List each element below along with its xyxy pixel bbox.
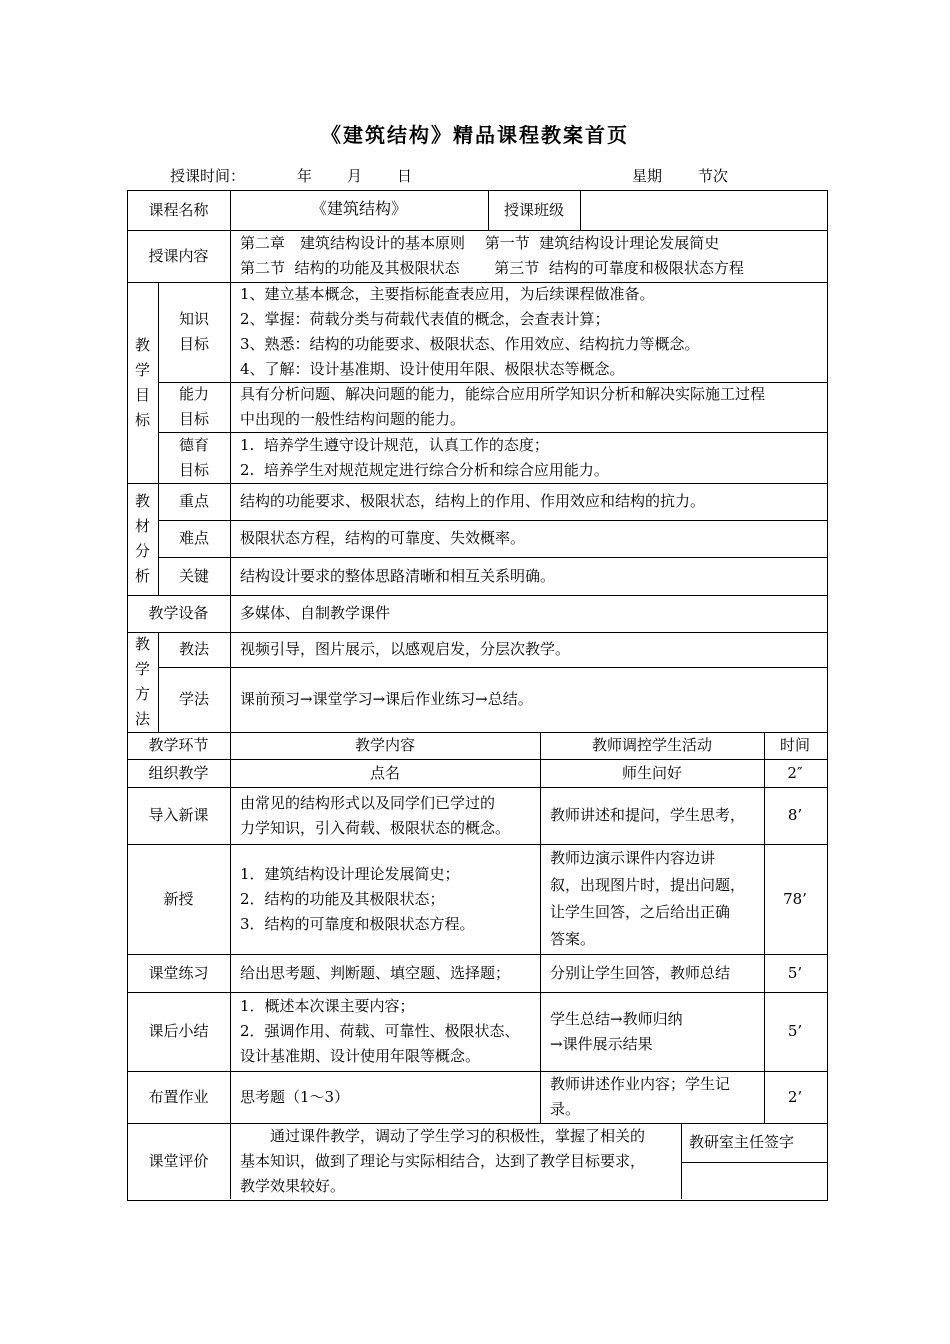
ability-line: 具有分析问题、解决问题的能力，能综合应用所学知识分析和解决实际施工过程 — [240, 385, 766, 403]
organize-time: 2″ — [787, 763, 803, 782]
organize-stage: 组织教学 — [148, 763, 209, 782]
intro-activity: 教师讲述和提问，学生思考， — [550, 806, 746, 824]
crux-label: 关键 — [178, 566, 209, 585]
homework-activity-line: 教师讲述作业内容；学生记 — [550, 1075, 731, 1093]
process-header-activity: 教师调控学生活动 — [591, 736, 712, 754]
summary-activity-line: →课件展示结果 — [550, 1034, 653, 1053]
moral-item: 1. 培养学生遵守设计规范，认真工作的态度； — [240, 435, 549, 454]
summary-content-line: 1．概述本次课主要内容； — [240, 997, 415, 1015]
knowledge-item: 1、建立基本概念，主要指标能查表应用，为后续课程做准备。 — [240, 285, 655, 303]
summary-time: 5’ — [787, 1022, 803, 1040]
summary-activity — [540, 992, 764, 1071]
process-header-content: 教学内容 — [354, 736, 415, 754]
time-label: 授课时间： — [170, 167, 246, 185]
methods-group-label: 教学方法 — [134, 635, 150, 728]
new-lesson-activity-line: 叙，出现图片时，提出问题， — [550, 876, 746, 894]
signature-field[interactable] — [681, 1162, 826, 1199]
new-lesson-content-line: 3．结构的可靠度和极限状态方程。 — [240, 914, 475, 933]
day-label: 日 — [397, 167, 413, 185]
new-lesson-activity-line: 答案。 — [550, 930, 596, 948]
objectives-group-label: 教学目标 — [134, 335, 150, 429]
content-line: 第二章 建筑结构设计的基本原则 第一节 建筑结构设计理论发展简史 — [240, 234, 720, 252]
class-value — [580, 190, 826, 230]
new-lesson-content — [230, 844, 540, 954]
learning-method-label: 学法 — [178, 690, 209, 708]
key-point-value: 结构的功能要求、极限状态，结构上的作用、作用效应和结构的抗力。 — [240, 492, 706, 510]
process-header-stage: 教学环节 — [148, 736, 209, 754]
evaluation-value — [230, 1123, 681, 1199]
ability-value — [230, 382, 826, 432]
knowledge-label: 知识目标 — [178, 310, 209, 353]
homework-stage: 布置作业 — [148, 1087, 209, 1106]
intro-content-line: 力学知识，引入荷载、极限状态的概念。 — [240, 818, 511, 837]
homework-content: 思考题（1～3） — [240, 1087, 350, 1106]
summary-stage: 课后小结 — [148, 1022, 209, 1040]
difficult-point-value: 极限状态方程，结构的可靠度、失效概率。 — [240, 529, 526, 547]
year-label: 年 — [297, 167, 313, 185]
homework-activity — [540, 1071, 764, 1123]
new-lesson-activity-line: 教师边演示课件内容边讲 — [550, 849, 716, 867]
practice-time: 5’ — [787, 963, 803, 982]
moral-value — [230, 432, 826, 483]
new-lesson-activity — [540, 844, 764, 954]
difficult-point-label: 难点 — [178, 529, 209, 547]
new-lesson-content-line: 2．结构的功能及其极限状态； — [240, 889, 445, 908]
homework-activity-line: 录。 — [550, 1100, 581, 1118]
intro-content-line: 由常见的结构形式以及同学们已学过的 — [240, 793, 496, 812]
teaching-method-value: 视频引导，图片展示，以感观启发，分层次教学。 — [240, 640, 571, 658]
summary-activity-line: 学生总结→教师归纳 — [550, 1009, 683, 1028]
practice-activity: 分别让学生回答，教师总结 — [550, 963, 731, 982]
evaluation-line: 通过课件教学，调动了学生学习的积极性，掌握了相关的 — [270, 1126, 646, 1145]
page-title: 《建筑结构》精品课程教案首页 — [321, 123, 629, 147]
process-header-time: 时间 — [779, 736, 810, 754]
organize-content: 点名 — [369, 763, 400, 782]
homework-time: 2’ — [787, 1087, 803, 1106]
practice-content: 给出思考题、判断题、填空题、选择题； — [240, 963, 511, 982]
summary-content-line: 设计基准期、设计使用年限等概念。 — [240, 1047, 481, 1065]
knowledge-item: 3、熟悉：结构的功能要求、极限状态、作用效应、结构抗力等概念。 — [240, 335, 700, 353]
course-name-label: 课程名称 — [148, 200, 209, 219]
practice-stage: 课堂练习 — [148, 963, 209, 982]
learning-method-value: 课前预习→课堂学习→课后作业练习→总结。 — [240, 690, 533, 708]
new-lesson-content-line: 1．建筑结构设计理论发展简史； — [240, 864, 460, 883]
knowledge-item: 2、掌握：荷载分类与荷载代表值的概念，会查表计算； — [240, 310, 610, 328]
month-label: 月 — [347, 167, 363, 185]
moral-label: 德育目标 — [178, 435, 209, 479]
new-lesson-activity-line: 让学生回答，之后给出正确 — [550, 903, 731, 921]
equipment-value: 多媒体、自制教学课件 — [240, 604, 391, 622]
new-lesson-stage: 新授 — [163, 889, 194, 908]
summary-content-line: 2．强调作用、荷载、可靠性、极限状态、 — [240, 1022, 520, 1040]
moral-item: 2. 培养学生对规范规定进行综合分析和综合应用能力。 — [240, 460, 609, 479]
intro-stage: 导入新课 — [148, 806, 209, 824]
knowledge-item: 4、了解：设计基准期、设计使用年限、极限状态等概念。 — [240, 360, 625, 378]
organize-activity: 师生问好 — [621, 763, 682, 782]
new-lesson-time: 78’ — [783, 889, 807, 908]
crux-value: 结构设计要求的整体思路清晰和相互关系明确。 — [240, 566, 556, 585]
ability-label: 能力目标 — [178, 385, 209, 428]
equipment-label: 教学设备 — [148, 604, 209, 622]
intro-time: 8’ — [787, 806, 803, 824]
intro-content — [230, 787, 540, 844]
evaluation-label: 课堂评价 — [148, 1151, 209, 1170]
content-label: 授课内容 — [148, 246, 209, 265]
content-value — [230, 230, 826, 282]
period-label: 节次 — [698, 167, 729, 185]
content-line: 第二节 结构的功能及其极限状态 第三节 结构的可靠度和极限状态方程 — [240, 259, 744, 277]
signature-label: 教研室主任签字 — [689, 1133, 795, 1151]
weekday-label: 星期 — [632, 167, 663, 185]
summary-content — [230, 992, 540, 1071]
analysis-group-label: 教材分析 — [134, 492, 150, 585]
evaluation-line: 基本知识，做到了理论与实际相结合，达到了教学目标要求， — [240, 1151, 646, 1170]
course-name-value: 《建筑结构》 — [310, 198, 407, 218]
evaluation-line: 教学效果较好。 — [240, 1176, 346, 1195]
knowledge-value — [230, 282, 826, 382]
key-point-label: 重点 — [178, 492, 209, 510]
teaching-method-label: 教法 — [178, 640, 209, 658]
ability-line: 中出现的一般性结构问题的能力。 — [240, 410, 466, 428]
class-label: 授课班级 — [503, 200, 564, 219]
